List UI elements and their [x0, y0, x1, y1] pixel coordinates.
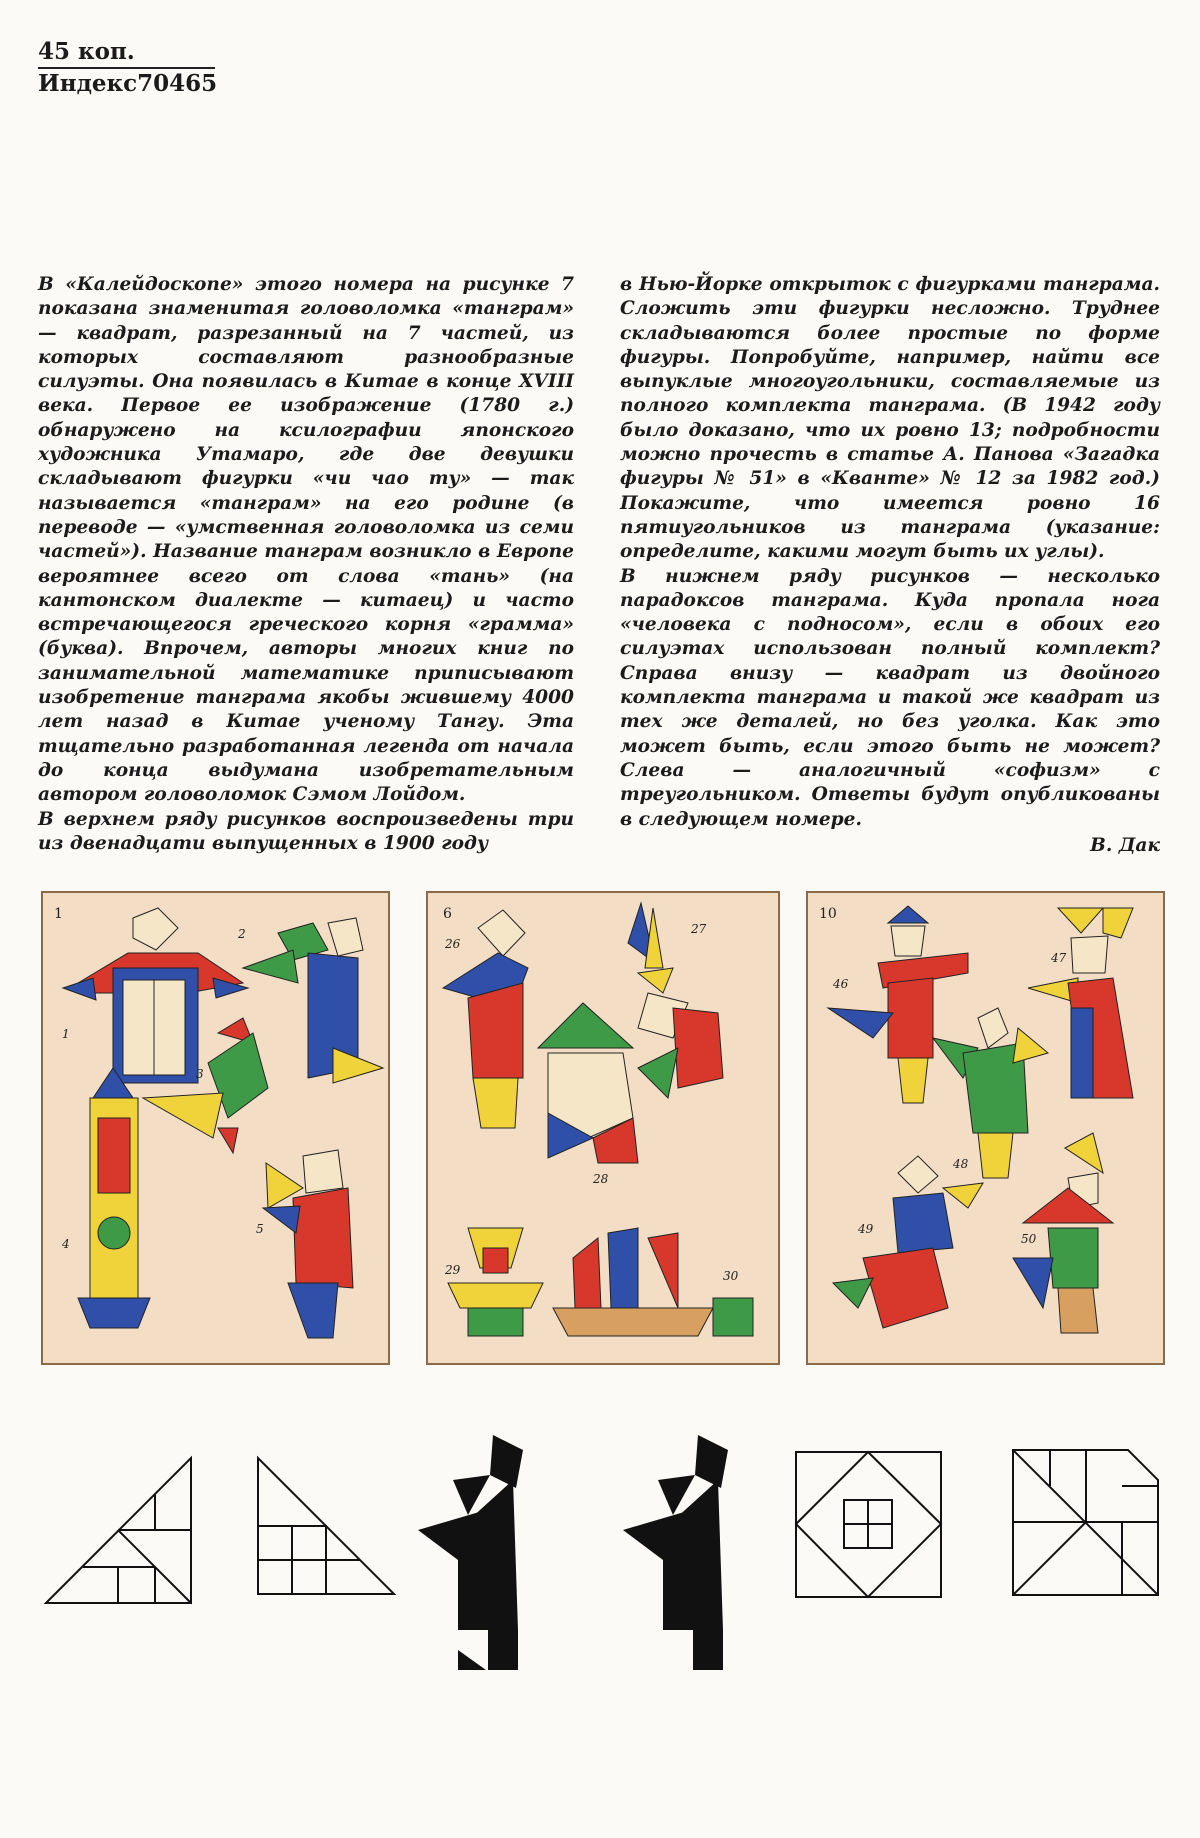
- figure-number: 2: [238, 927, 246, 941]
- triangle-paradox-hole: [258, 1458, 394, 1594]
- card-number: 1: [54, 906, 63, 922]
- postcard-1: [38, 888, 393, 1368]
- figure-number: 47: [1051, 951, 1067, 965]
- article-paragraph: в Нью-Йорке открыток с фигурками танграма. Сложить эти фигурки несложно. Труднее складываются более простые по форме фигуры. Попробуйте, например, найти все выпуклые многоугольники, составляемые из полного комплекта танграма. (В 1942 году было доказано, что их ровно 13; подробности можно прочесть в статье А. Панова «Загадка фигуры № 51» в «Кванте» № 12 за 1982 год.) Покажите, что имеется ровно 16 пятиугольников из танграма (указание: определите, какими могут быть их углы).: [620, 274, 1160, 563]
- tangram-paradoxes: [38, 1420, 1168, 1750]
- article-paragraph: В верхнем ряду рисунков воспроизведены три из двенадцати выпущенных в 1900 году: [38, 808, 574, 854]
- postcard-6: [423, 888, 783, 1368]
- index-line: [38, 70, 218, 97]
- figure-number: 3: [196, 1067, 204, 1081]
- man-with-tray-without-foot: [623, 1435, 728, 1670]
- postcard-1-illustration: [38, 888, 393, 1368]
- header-divider: [38, 67, 215, 69]
- figure-number: 49: [858, 1222, 874, 1236]
- square-paradox-cut: [1013, 1450, 1158, 1595]
- card-number: 10: [819, 906, 837, 922]
- card-number: 6: [443, 906, 452, 922]
- article-paragraph: В нижнем ряду рисунков — несколько парадоксов танграма. Куда пропала нога «человека с подносом», если в обоих его силуэтах использован полный комплект? Справа внизу — квадрат из двойного комплекта танграма и такой же квадрат из тех же деталей, но без уголка. Как это может быть, если этого быть не может? Слева — аналогичный «софизм» с треугольником. Ответы будут опубликованы в следующем номере.: [620, 565, 1160, 830]
- index-value: 70465: [137, 70, 218, 97]
- figure-number: 50: [1021, 1232, 1037, 1246]
- article-right-column: [620, 273, 1160, 858]
- postcard-10: [803, 888, 1168, 1368]
- article-paragraph: В «Калейдоскопе» этого номера на рисунке 7 показана знаменитая головоломка «танграм» — квадрат, разрезанный на 7 частей, из которых составляют разнообразные силуэты. Она появилась в Китае в конце XVIII века. Первое ее изображение (1780 г.) обнаружено на ксилографии японского художника Утамаро, где две девушки складывают фигурки «чи чао ту» — так называется «танграм» на его родине (в переводе — «умственная головоломка из семи частей»). Название танграм возникло в Европе вероятнее всего от слова «тань» (на кантонском диалекте — китаец) и часто встречающегося греческого корня «грамма» (буква). Впрочем, авторы многих книг по занимательной математике приписывают изобретение танграма якобы жившему 4000 лет назад в Китае ученому Тангу. Эта тщательно разработанная легенда от начала до конца выдумана изобретательным автором головоломок Сэмом Лойдом.: [38, 274, 574, 806]
- postcards-row: [38, 888, 1168, 1368]
- square-paradox-full: [796, 1452, 941, 1597]
- figure-number: 46: [833, 977, 849, 991]
- postcard-6-illustration: [423, 888, 783, 1368]
- price-label: 45 коп.: [38, 38, 135, 65]
- figure-number: 1: [62, 1027, 70, 1041]
- man-with-tray-with-foot: [418, 1435, 523, 1670]
- figure-number: 48: [953, 1157, 969, 1171]
- figure-number: 28: [593, 1172, 609, 1186]
- tangram-paradoxes-row: [38, 1420, 1168, 1750]
- index-label: Индекс: [38, 70, 138, 97]
- figure-number: 30: [723, 1269, 739, 1283]
- author-signature: В. Дак: [1090, 834, 1160, 856]
- article-left-column: [38, 273, 574, 856]
- postcard-10-illustration: [803, 888, 1168, 1368]
- figure-number: 5: [256, 1222, 264, 1236]
- figure-number: 4: [62, 1237, 70, 1251]
- figure-number: 26: [445, 937, 461, 951]
- figure-number: 27: [691, 922, 707, 936]
- figure-number: 29: [445, 1263, 461, 1277]
- triangle-paradox-full: [46, 1458, 191, 1603]
